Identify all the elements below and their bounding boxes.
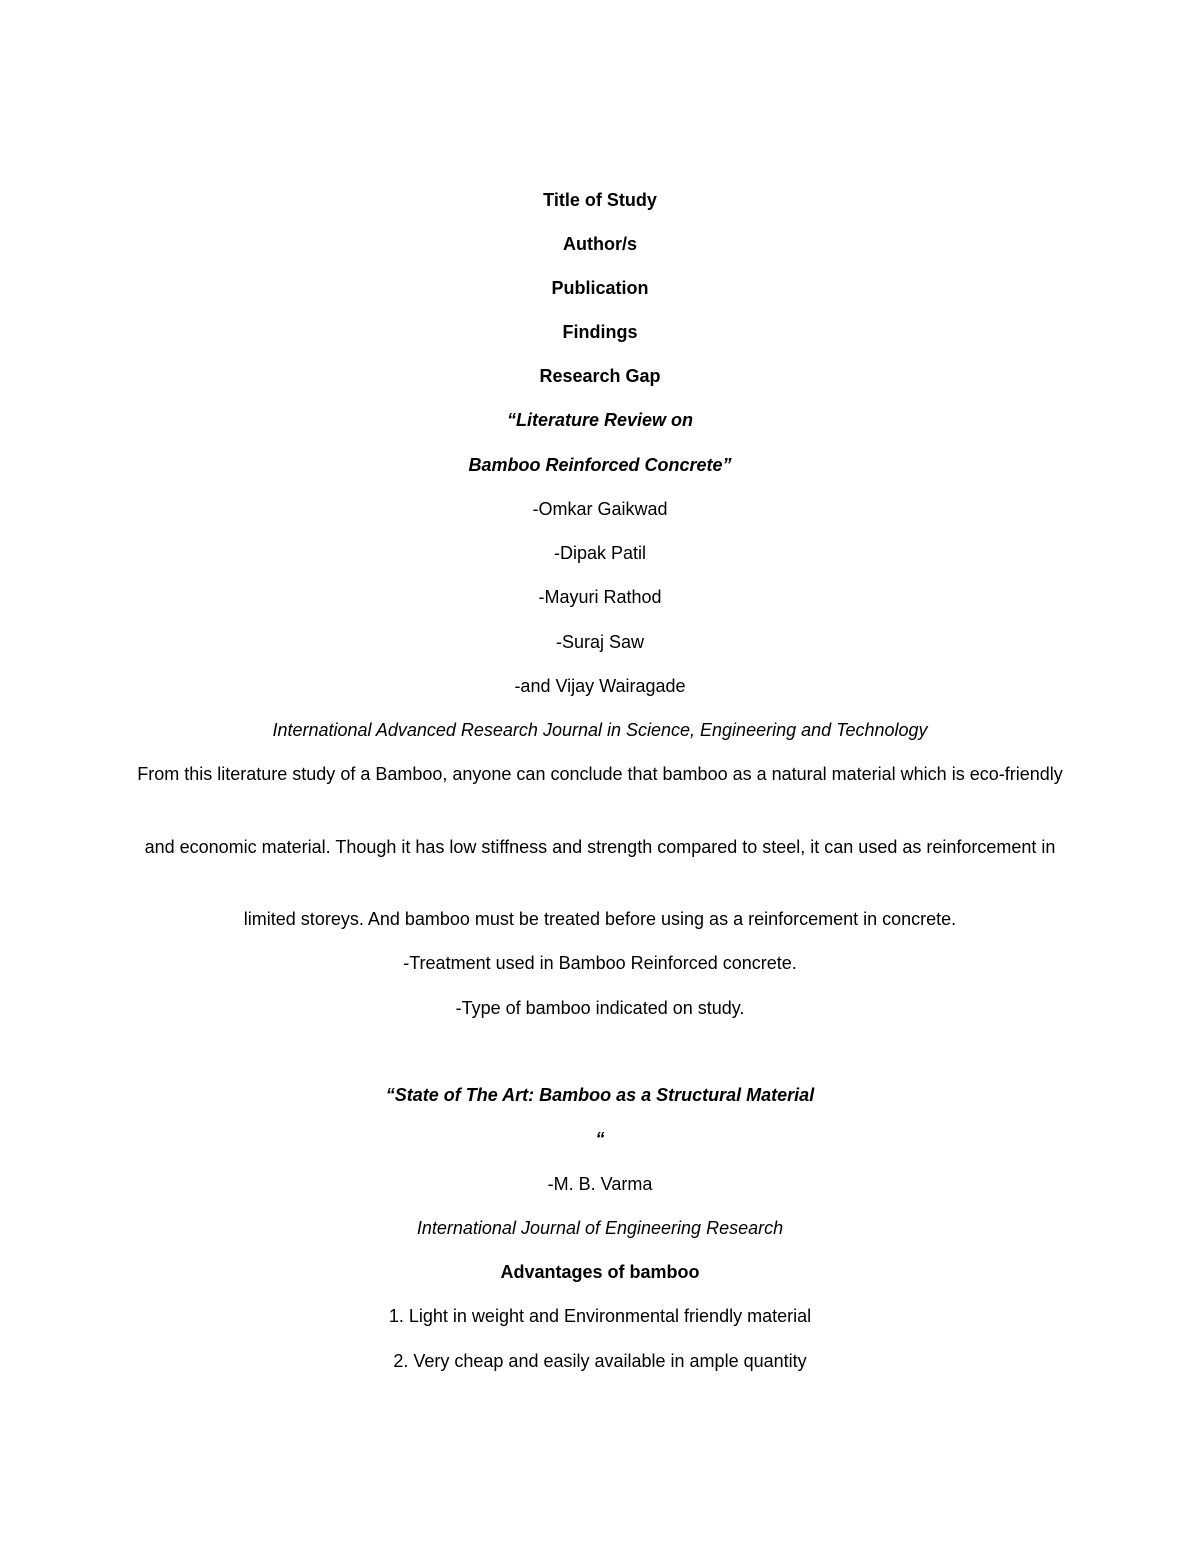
study1-findings-paragraph: and economic material. Though it has low stiffness and strength compared to steel, it can used as reinforcement in <box>144 837 1056 857</box>
study2-findings-item: 1. Light in weight and Environmental friendly material <box>388 1306 812 1326</box>
study1-research-gap-item: -Treatment used in Bamboo Reinforced concrete. <box>403 953 797 973</box>
heading-title-of-study: Title of Study <box>543 190 657 210</box>
study2-publication: International Journal of Engineering Research <box>416 1218 784 1238</box>
study1-author: -Dipak Patil <box>553 543 647 563</box>
heading-authors: Author/s <box>563 234 637 254</box>
study1-title-line1: “Literature Review on <box>506 410 694 430</box>
study2-findings-heading: Advantages of bamboo <box>500 1262 700 1282</box>
study2-author: -M. B. Varma <box>547 1174 653 1194</box>
study1-author: -Suraj Saw <box>555 632 645 652</box>
study1-publication: International Advanced Research Journal in Science, Engineering and Technology <box>272 720 928 740</box>
study1-author: -Omkar Gaikwad <box>532 499 668 519</box>
study1-author: -Mayuri Rathod <box>538 587 662 607</box>
study2-title-line2: “ <box>595 1129 605 1149</box>
heading-research-gap: Research Gap <box>539 366 661 386</box>
heading-publication: Publication <box>551 278 649 298</box>
heading-findings: Findings <box>562 322 638 342</box>
study1-findings-paragraph: From this literature study of a Bamboo, anyone can conclude that bamboo as a natural material which is eco-friendly <box>137 764 1063 784</box>
study1-title-line2: Bamboo Reinforced Concrete” <box>468 455 732 475</box>
study1-author: -and Vijay Wairagade <box>514 676 686 696</box>
study2-title-line1: “State of The Art: Bamboo as a Structural Material <box>385 1085 815 1105</box>
study1-findings-paragraph: limited storeys. And bamboo must be treated before using as a reinforcement in concrete. <box>243 909 957 929</box>
study2-findings-item: 2. Very cheap and easily available in ample quantity <box>393 1351 807 1371</box>
study1-research-gap-item: -Type of bamboo indicated on study. <box>455 998 745 1018</box>
